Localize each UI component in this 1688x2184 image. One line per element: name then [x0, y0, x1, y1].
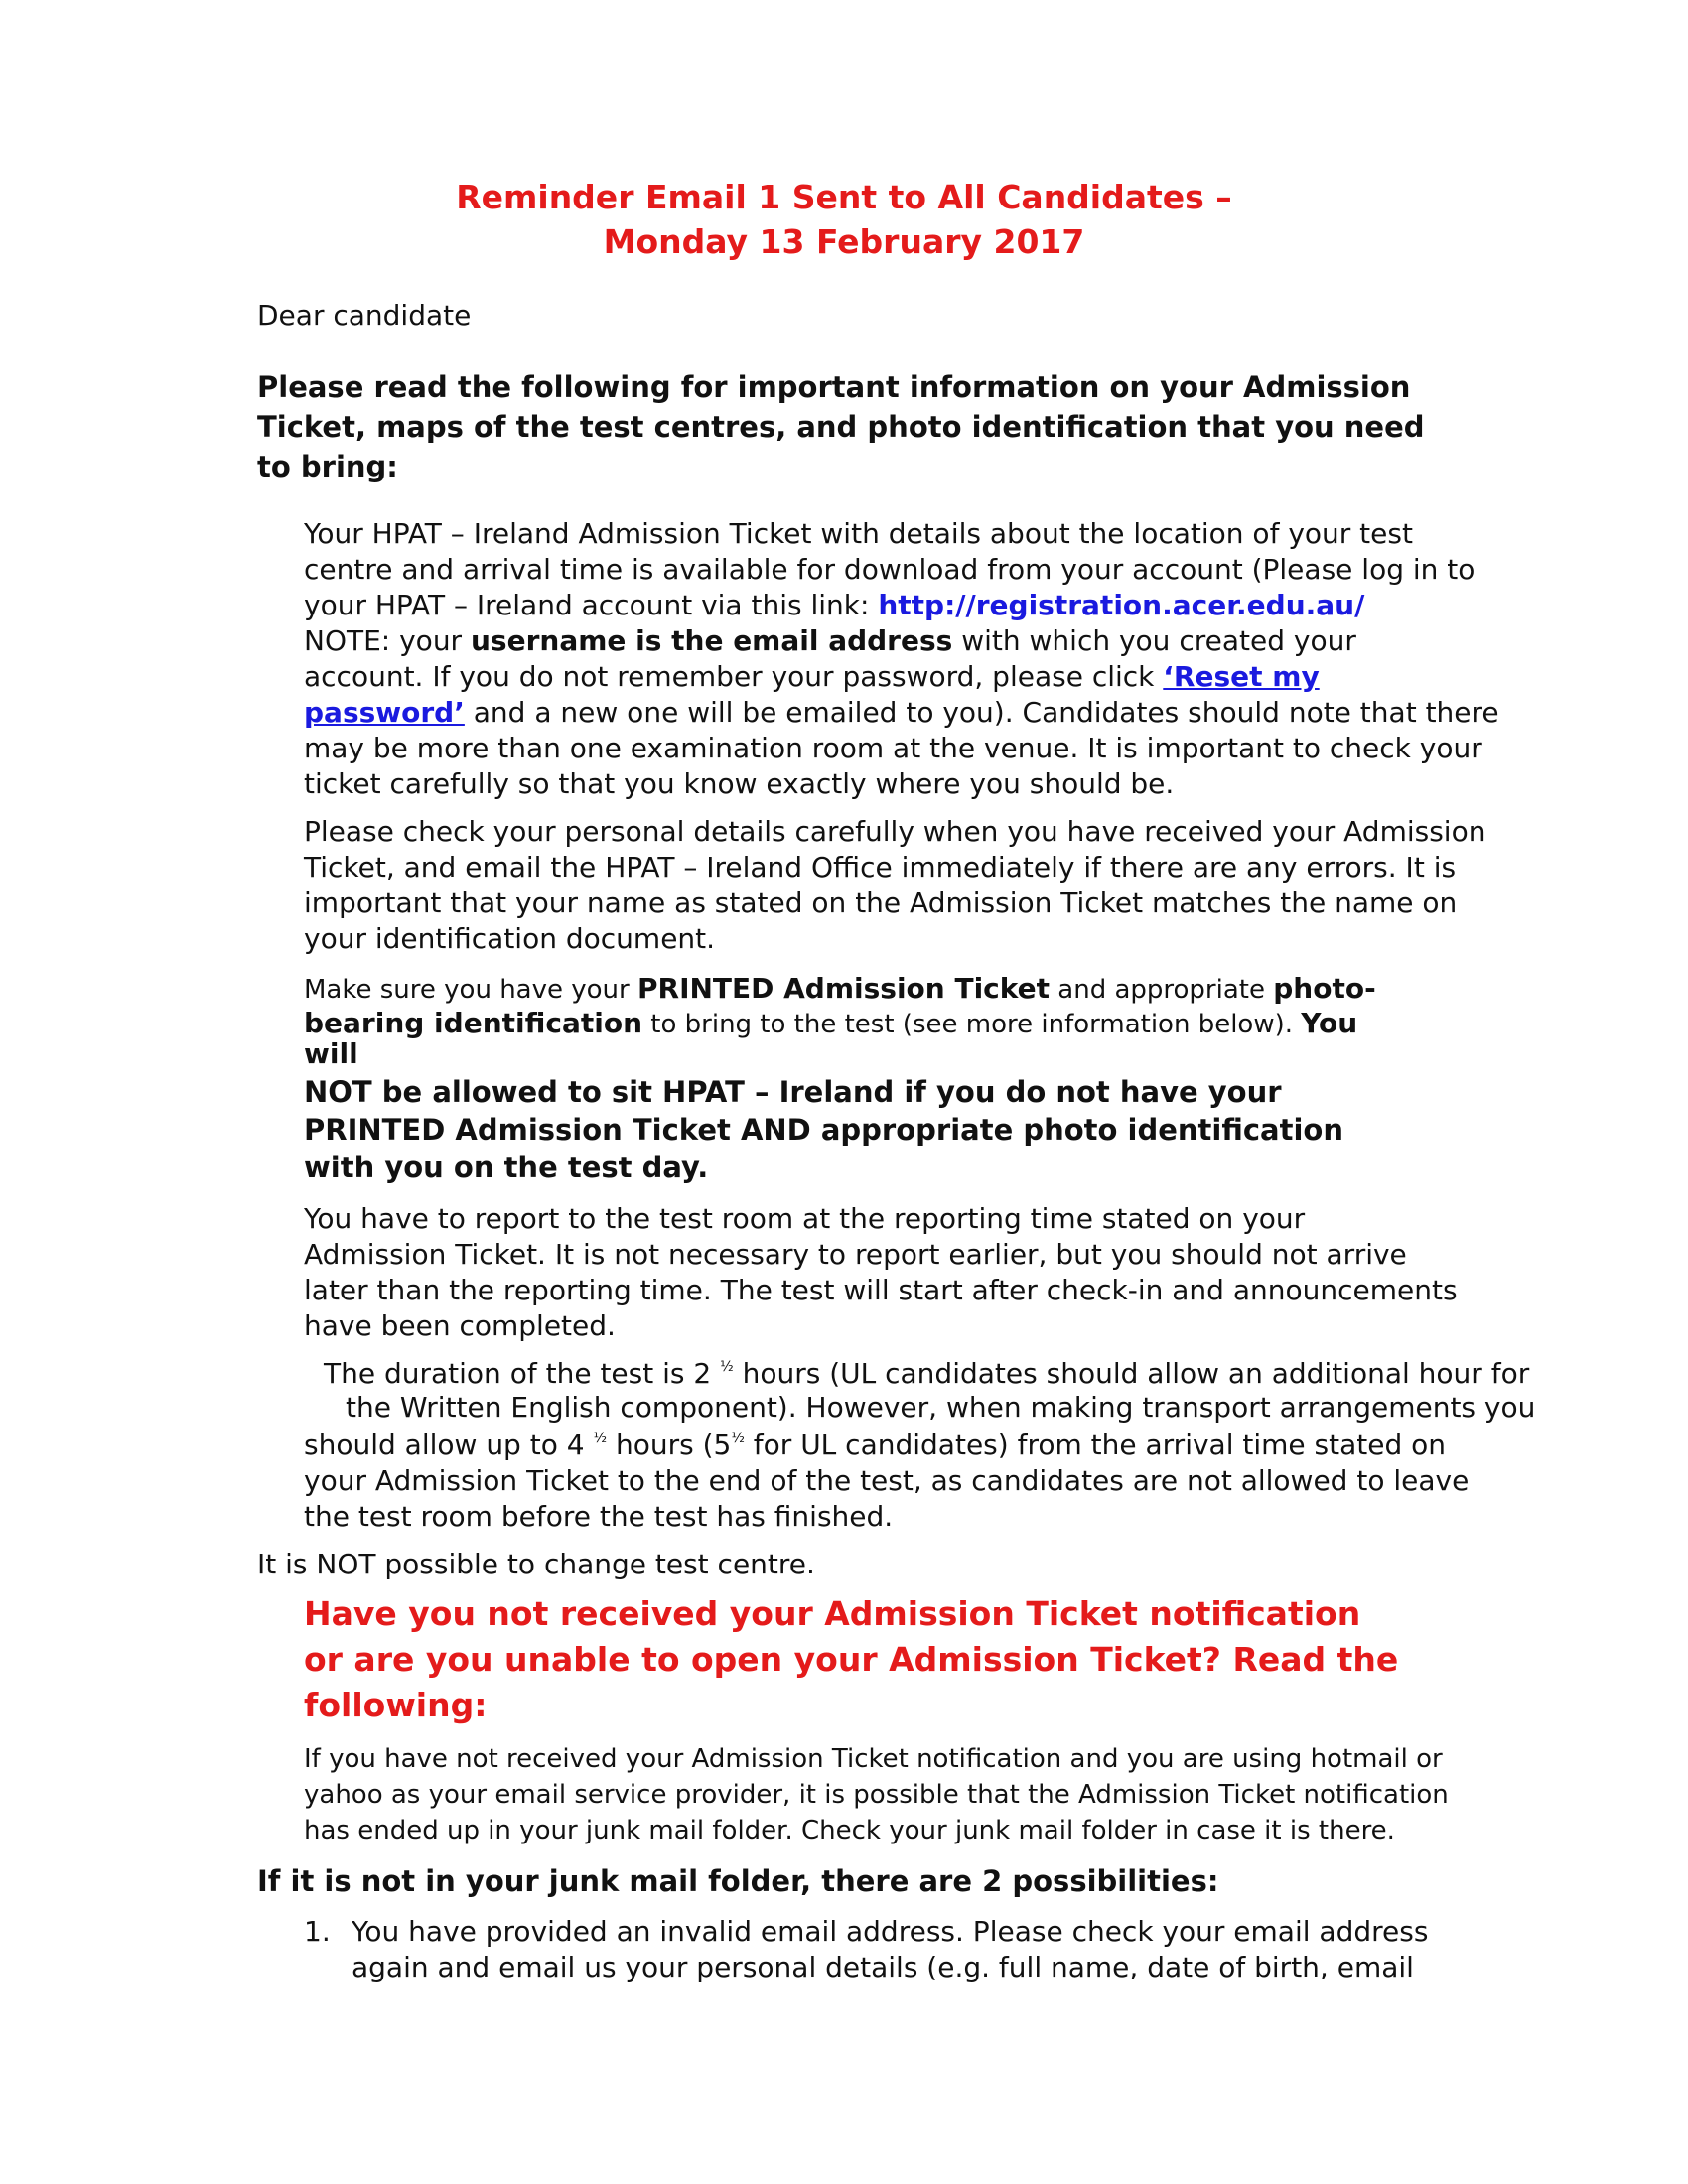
- intro-line-2: Ticket, maps of the test centres, and photo identification that you need: [257, 410, 1425, 444]
- p5-line-3-mid: hours (5: [607, 1429, 732, 1461]
- warning-line-1: NOT be allowed to sit HPAT – Ireland if you do not have your: [304, 1075, 1282, 1109]
- p1-line-3-text: your HPAT – Ireland account via this link:: [304, 589, 879, 621]
- half-superscript-2: ½: [593, 1431, 608, 1446]
- p6-line-2: yahoo as your email service provider, it is possible that the Admission Ticket notification: [304, 1780, 1449, 1810]
- username-note: username is the email address: [470, 624, 953, 657]
- printed-ticket-emphasis: PRINTED Admission Ticket: [636, 972, 1051, 1005]
- page-title: [0, 175, 1688, 264]
- p2-line-4: your identification document.: [304, 922, 716, 955]
- p5-line-3-post: for UL candidates) from the arrival time stated on: [744, 1429, 1447, 1461]
- p1-line-1: Your HPAT – Ireland Admission Ticket with details about the location of your test: [304, 517, 1413, 550]
- half-superscript: ½: [720, 1359, 734, 1375]
- p2-line-1: Please check your personal details carefully when you have received your Admission: [304, 815, 1486, 848]
- list-item-number: 1.: [304, 1915, 331, 1948]
- half-superscript-3: ½: [731, 1431, 745, 1446]
- list-item-line-2: again and email us your personal details (e.g. full name, date of birth, email: [352, 1951, 1414, 1983]
- you-emphasis: You: [1301, 1007, 1358, 1039]
- p1-line-8: ticket carefully so that you know exactly where you should be.: [304, 767, 1175, 800]
- p1-line-2: centre and arrival time is available for download from your account (Please log in to: [304, 553, 1476, 586]
- red-heading-line-1: Have you not received your Admission Ticket notification: [304, 1594, 1361, 1633]
- p5-line-1-pre: The duration of the test is 2: [324, 1357, 721, 1390]
- red-heading-line-2: or are you unable to open your Admission Ticket? Read the: [304, 1640, 1399, 1679]
- p1-line-7: may be more than one examination room at the venue. It is important to check your: [304, 732, 1482, 764]
- p4-line-4: have been completed.: [304, 1309, 616, 1342]
- p2-line-3: important that your name as stated on the Admission Ticket matches the name on: [304, 887, 1458, 919]
- reset-password-link[interactable]: ‘Reset my: [1163, 660, 1320, 693]
- no-change-notice: It is NOT possible to change test centre.: [257, 1548, 815, 1580]
- p3-line-3: will: [304, 1037, 358, 1070]
- p1-line-4: [304, 623, 1356, 659]
- p3-line-1: [304, 972, 1376, 1007]
- p1-line-4-post: with which you created your: [952, 624, 1356, 657]
- p4-line-2: Admission Ticket. It is not necessary to report earlier, but you should not arrive: [304, 1238, 1407, 1271]
- reset-password-link-cont[interactable]: password’: [304, 696, 465, 729]
- title-line-1: Reminder Email 1 Sent to All Candidates –: [456, 178, 1232, 216]
- p6-line-3: has ended up in your junk mail folder. Check your junk mail folder in case it is there.: [304, 1816, 1395, 1845]
- p1-line-6: [304, 695, 1499, 731]
- p1-line-3: [304, 588, 1364, 623]
- title-line-2: Monday 13 February 2017: [603, 222, 1085, 261]
- p5-line-4: your Admission Ticket to the end of the test, as candidates are not allowed to leave: [304, 1464, 1470, 1497]
- registration-link[interactable]: http://registration.acer.edu.au/: [878, 589, 1365, 621]
- p6-line-1: If you have not received your Admission Ticket notification and you are using hotmail or: [304, 1744, 1443, 1774]
- intro-line-1: Please read the following for important information on your Admission: [257, 370, 1411, 404]
- p1-line-4-pre: NOTE: your: [304, 624, 471, 657]
- p5-line-2: the Written English component). However, when making transport arrangements you: [346, 1391, 1536, 1424]
- p3-line-1-pre: Make sure you have your: [304, 975, 637, 1005]
- bearing-id-emphasis: bearing identification: [304, 1007, 643, 1039]
- list-item-line-1: You have provided an invalid email address. Please check your email address: [352, 1915, 1429, 1948]
- intro-line-3: to bring:: [257, 450, 398, 483]
- junk-folder-heading: If it is not in your junk mail folder, there are 2 possibilities:: [257, 1864, 1219, 1898]
- warning-line-3: with you on the test day.: [304, 1151, 709, 1184]
- p3-line-2: [304, 1007, 1357, 1041]
- warning-line-2: PRINTED Admission Ticket AND appropriate photo identification: [304, 1113, 1343, 1147]
- p3-line-2-mid: to bring to the test (see more information below).: [642, 1010, 1302, 1039]
- p5-line-5: the test room before the test has finished.: [304, 1500, 894, 1533]
- p5-line-3: [304, 1428, 1446, 1463]
- p4-line-1: You have to report to the test room at the reporting time stated on your: [304, 1202, 1306, 1235]
- p1-line-5: [304, 659, 1320, 695]
- p2-line-2: Ticket, and email the HPAT – Ireland Office immediately if there are any errors. It is: [304, 851, 1457, 884]
- photo-emphasis: photo-: [1273, 972, 1376, 1005]
- p5-line-1-post: hours (UL candidates should allow an additional hour for: [733, 1357, 1530, 1390]
- p4-line-3: later than the reporting time. The test will start after check-in and announcements: [304, 1274, 1458, 1306]
- p5-line-1: [324, 1356, 1529, 1392]
- p1-line-6-post: and a new one will be emailed to you). Candidates should note that there: [464, 696, 1499, 729]
- red-heading-line-3: following:: [304, 1686, 488, 1724]
- p1-line-5-pre: account. If you do not remember your password, please click: [304, 660, 1164, 693]
- p3-line-1-mid: and appropriate: [1050, 975, 1274, 1005]
- p5-line-3-pre: should allow up to 4: [304, 1429, 594, 1461]
- greeting: Dear candidate: [257, 299, 472, 332]
